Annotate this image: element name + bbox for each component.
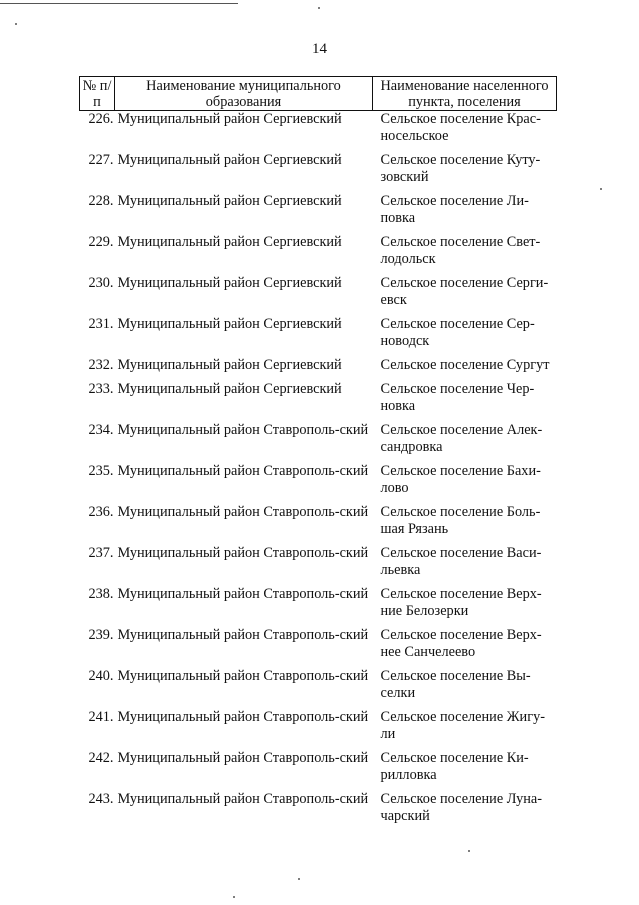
table-row: [80, 152, 557, 193]
row-number: 231.: [88, 316, 114, 332]
row-municipality: Муниципальный район Ставрополь-ский: [117, 627, 369, 643]
row-settlement: Сельское поселение Серги-евск: [380, 275, 549, 308]
row-municipality: Муниципальный район Ставрополь-ский: [117, 422, 369, 438]
row-number: 227.: [88, 152, 114, 168]
row-municipality: Муниципальный район Ставрополь-ский: [117, 545, 369, 561]
table-row: [80, 111, 557, 153]
table-row: [80, 357, 557, 381]
table-row: [80, 627, 557, 668]
row-municipality: Муниципальный район Ставрополь-ский: [117, 750, 369, 766]
table-row: [80, 381, 557, 422]
row-municipality: Муниципальный район Ставрополь-ский: [117, 586, 369, 602]
row-number: 237.: [88, 545, 114, 561]
scan-speck: [600, 188, 602, 190]
row-settlement: Сельское поселение Крас-носельское: [380, 111, 541, 144]
row-municipality: Муниципальный район Сергиевский: [117, 357, 342, 373]
row-number: 233.: [88, 381, 114, 397]
row-settlement: Сельское поселение Ки-рилловка: [380, 750, 529, 783]
table-row: [80, 316, 557, 357]
scan-speck: [233, 896, 235, 898]
table-header-row: [80, 77, 557, 111]
row-settlement: Сельское поселение Жигу-ли: [380, 709, 545, 742]
header-settlement: Наименование населенного пункта, поселения: [373, 77, 557, 111]
row-settlement: Сельское поселение Луна-чарский: [380, 791, 542, 824]
row-settlement: Сельское поселение Боль-шая Рязань: [380, 504, 541, 537]
table-row: [80, 750, 557, 791]
row-municipality: Муниципальный район Ставрополь-ский: [117, 668, 369, 684]
row-municipality: Муниципальный район Сергиевский: [117, 234, 342, 250]
row-settlement: Сельское поселение Бахи-лово: [380, 463, 541, 496]
table-row: [80, 586, 557, 627]
table-row: [80, 668, 557, 709]
row-settlement: Сельское поселение Ли-повка: [380, 193, 529, 226]
row-number: 226.: [88, 111, 114, 127]
row-municipality: Муниципальный район Сергиевский: [117, 316, 342, 332]
row-number: 239.: [88, 627, 114, 643]
settlements-table: [79, 76, 557, 832]
scan-speck: [298, 878, 300, 880]
row-number: 241.: [88, 709, 114, 725]
row-municipality: Муниципальный район Ставрополь-ский: [117, 463, 369, 479]
row-number: 235.: [88, 463, 114, 479]
row-number: 243.: [88, 791, 114, 807]
row-municipality: Муниципальный район Сергиевский: [117, 193, 342, 209]
row-number: 242.: [88, 750, 114, 766]
row-municipality: Муниципальный район Сергиевский: [117, 275, 342, 291]
row-settlement: Сельское поселение Вы-селки: [380, 668, 531, 701]
row-number: 228.: [88, 193, 114, 209]
row-settlement: Сельское поселение Васи-льевка: [380, 545, 542, 578]
top-border-line: [0, 3, 238, 4]
row-number: 234.: [88, 422, 114, 438]
row-settlement: Сельское поселение Куту-зовский: [380, 152, 541, 185]
row-number: 238.: [88, 586, 114, 602]
row-settlement: Сельское поселение Сургут: [380, 357, 550, 373]
row-settlement: Сельское поселение Сер-новодск: [380, 316, 535, 349]
scan-speck: [318, 7, 320, 9]
row-number: 240.: [88, 668, 114, 684]
table-row: [80, 545, 557, 586]
row-municipality: Муниципальный район Сергиевский: [117, 381, 342, 397]
row-municipality: Муниципальный район Ставрополь-ский: [117, 504, 369, 520]
table-row: [80, 193, 557, 234]
row-settlement: Сельское поселение Чер-новка: [380, 381, 535, 414]
table-row: [80, 504, 557, 545]
row-municipality: Муниципальный район Сергиевский: [117, 152, 342, 168]
table-row: [80, 791, 557, 832]
row-settlement: Сельское поселение Верх-нее Санчелеево: [380, 627, 542, 660]
row-settlement: Сельское поселение Свет-лодольск: [380, 234, 541, 267]
scan-speck: [15, 23, 17, 25]
table-row: [80, 275, 557, 316]
row-number: 230.: [88, 275, 114, 291]
row-settlement: Сельское поселение Верх-ние Белозерки: [380, 586, 542, 619]
scan-speck: [468, 850, 470, 852]
table-row: [80, 422, 557, 463]
table-row: [80, 709, 557, 750]
row-municipality: Муниципальный район Сергиевский: [117, 111, 342, 127]
page-number: 14: [312, 41, 327, 57]
header-municipality: Наименование муниципального образования: [115, 77, 373, 111]
row-number: 236.: [88, 504, 114, 520]
table-row: [80, 463, 557, 504]
row-municipality: Муниципальный район Ставрополь-ский: [117, 709, 369, 725]
row-municipality: Муниципальный район Ставрополь-ский: [117, 791, 369, 807]
row-number: 232.: [88, 357, 114, 373]
header-number: № п/п: [80, 77, 115, 111]
row-number: 229.: [88, 234, 114, 250]
table-row: [80, 234, 557, 275]
row-settlement: Сельское поселение Алек-сандровка: [380, 422, 543, 455]
